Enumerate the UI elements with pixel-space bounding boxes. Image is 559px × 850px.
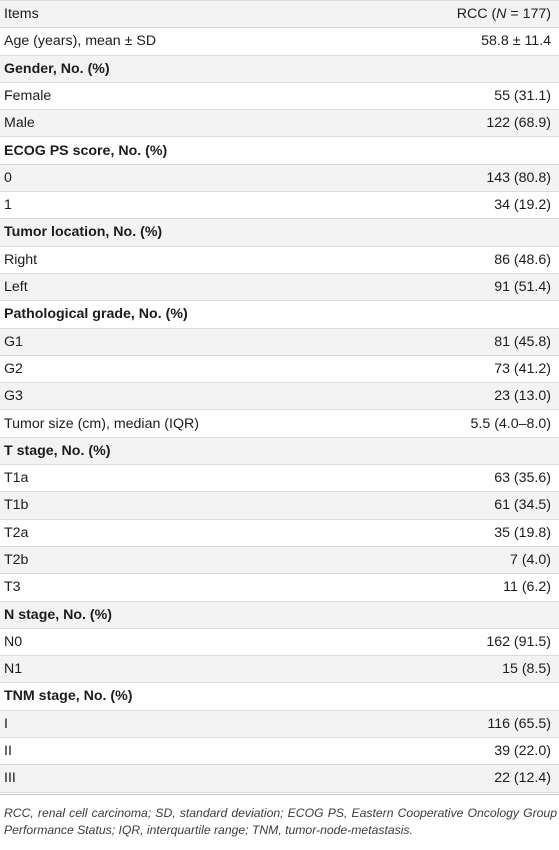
row-label: Female [0,82,369,109]
row-label: G3 [0,383,369,410]
table-footnote: RCC, renal cell carcinoma; SD, standard deviation; ECOG PS, Eastern Cooperative Oncology Group Performance Status; IQR, interquartile range; TNM, tumor-node-metastasis. [0,794,559,840]
table-row [0,110,559,137]
header-group-suffix: = 177) [506,6,551,23]
table-row [0,28,559,55]
table-row [0,574,559,601]
row-value: 22 (12.4) [369,765,559,792]
table-row [0,738,559,765]
section-label: TNM stage, No. (%) [0,683,369,710]
table-row [0,192,559,219]
table-row [0,628,559,655]
row-value [369,219,559,246]
row-value: 23 (13.0) [369,383,559,410]
row-value: 73 (41.2) [369,355,559,382]
header-items: Items [0,1,369,28]
table-row [0,328,559,355]
header-row [0,1,559,28]
section-header-row [0,437,559,464]
section-header-row [0,55,559,82]
section-label: Tumor location, No. (%) [0,219,369,246]
row-value: 11 (6.2) [369,574,559,601]
row-label: Age (years), mean ± SD [0,28,369,55]
row-value [369,301,559,328]
row-label: T1a [0,465,369,492]
row-value: 143 (80.8) [369,164,559,191]
section-header-row [0,683,559,710]
row-value: 39 (22.0) [369,738,559,765]
header-n-symbol: N [496,6,507,23]
row-label: G2 [0,355,369,382]
row-value [369,55,559,82]
table-body [0,28,559,792]
row-value [369,437,559,464]
row-value: 86 (48.6) [369,246,559,273]
row-value [369,137,559,164]
row-value: 15 (8.5) [369,656,559,683]
row-label: N1 [0,656,369,683]
table-header [0,1,559,28]
section-label: ECOG PS score, No. (%) [0,137,369,164]
row-label: Right [0,246,369,273]
table-row [0,519,559,546]
section-label: T stage, No. (%) [0,437,369,464]
row-label: N0 [0,628,369,655]
row-label: T2b [0,546,369,573]
row-value: 5.5 (4.0–8.0) [369,410,559,437]
row-label: III [0,765,369,792]
row-label: I [0,710,369,737]
row-value: 35 (19.8) [369,519,559,546]
section-header-row [0,137,559,164]
row-label: 1 [0,192,369,219]
row-value: 61 (34.5) [369,492,559,519]
section-label: Gender, No. (%) [0,55,369,82]
table-row [0,656,559,683]
table-row [0,546,559,573]
section-label: Pathological grade, No. (%) [0,301,369,328]
row-value: 58.8 ± 11.4 [369,28,559,55]
row-value [369,683,559,710]
row-label: 0 [0,164,369,191]
section-header-row [0,219,559,246]
table-row [0,492,559,519]
table-row [0,246,559,273]
row-label: Male [0,110,369,137]
table-row [0,710,559,737]
row-label: T2a [0,519,369,546]
row-value: 122 (68.9) [369,110,559,137]
table-row [0,82,559,109]
row-value: 91 (51.4) [369,273,559,300]
row-label: T1b [0,492,369,519]
row-label: Tumor size (cm), median (IQR) [0,410,369,437]
row-value: 116 (65.5) [369,710,559,737]
section-header-row [0,301,559,328]
table-row [0,355,559,382]
row-label: Left [0,273,369,300]
header-rcc-group [369,1,559,28]
row-value: 55 (31.1) [369,82,559,109]
row-value: 162 (91.5) [369,628,559,655]
row-label: G1 [0,328,369,355]
section-header-row [0,601,559,628]
table-row [0,383,559,410]
table-row [0,164,559,191]
row-value [369,601,559,628]
header-group-prefix: RCC ( [456,6,497,23]
row-label: T3 [0,574,369,601]
table-row [0,410,559,437]
row-value: 63 (35.6) [369,465,559,492]
row-label: II [0,738,369,765]
row-value: 34 (19.2) [369,192,559,219]
table-row [0,465,559,492]
row-value: 7 (4.0) [369,546,559,573]
table-row [0,765,559,792]
row-value: 81 (45.8) [369,328,559,355]
table-row [0,273,559,300]
section-label: N stage, No. (%) [0,601,369,628]
